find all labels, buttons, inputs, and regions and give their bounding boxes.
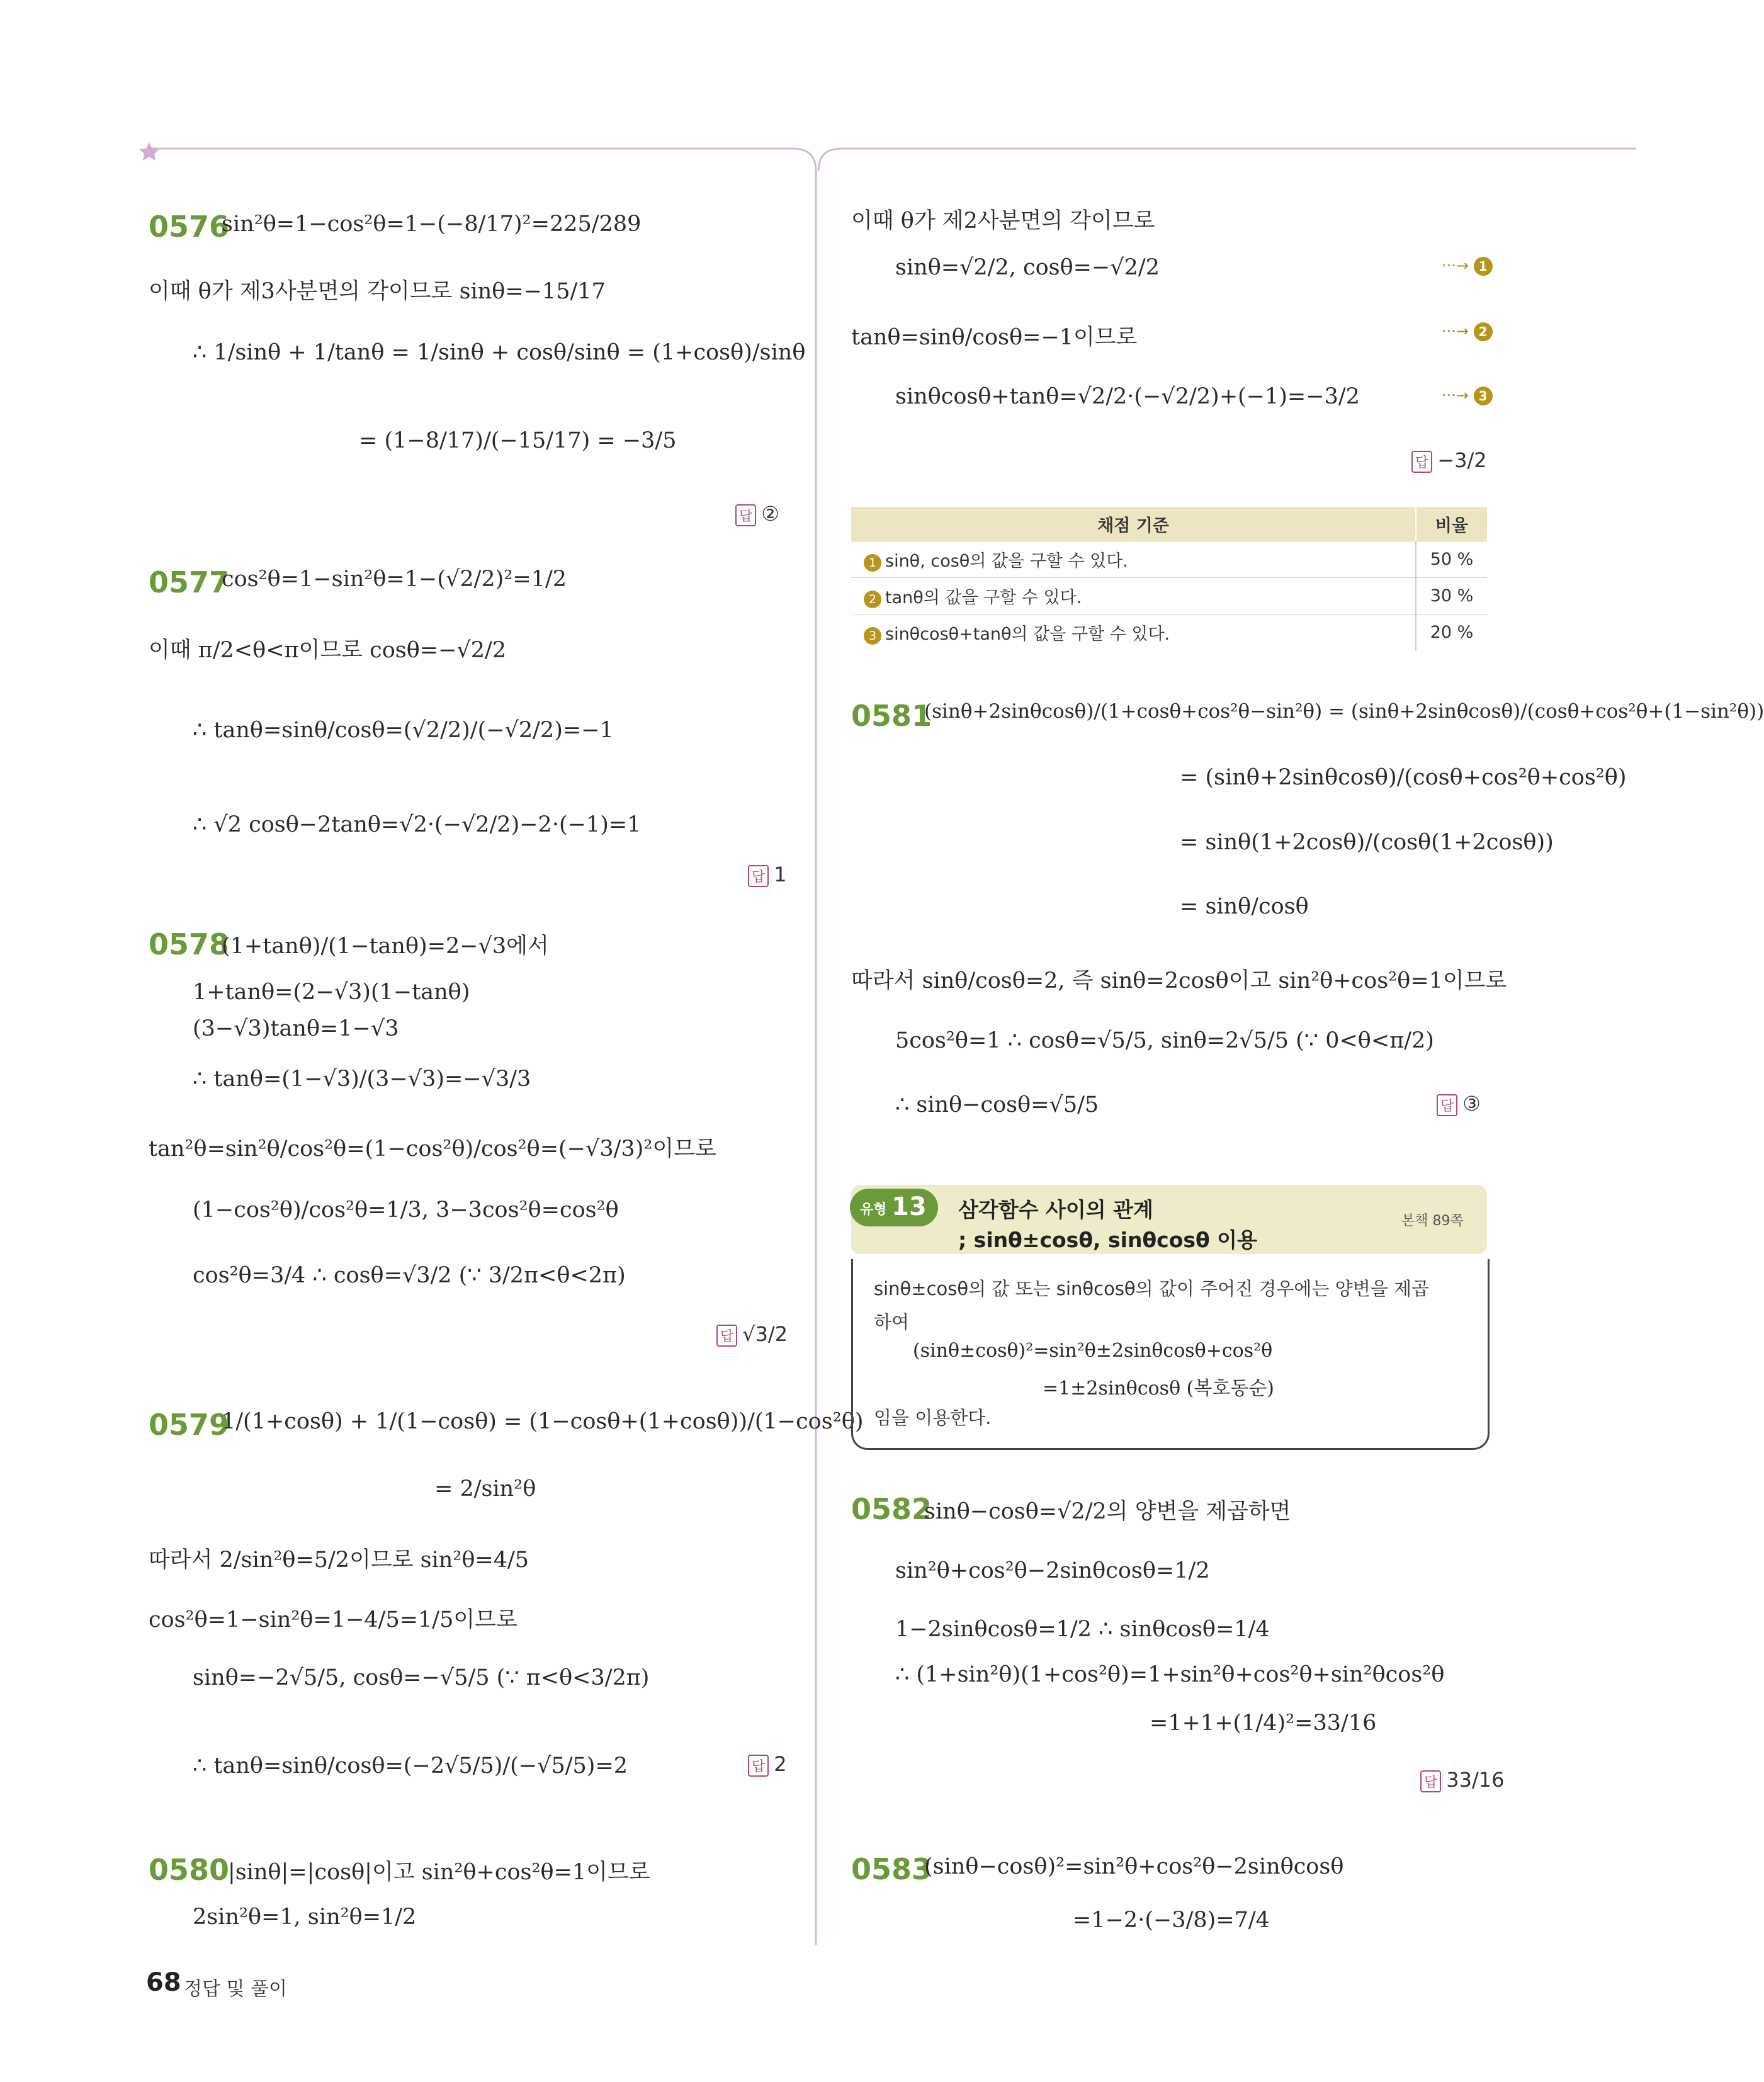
grading-criterion [851,614,1416,651]
p0582-line4: ∴ (1+sin²θ)(1+cos²θ)=1+sin²θ+cos²θ+sin²θcos²θ [895,1662,1445,1687]
note-line3: (sinθ±cosθ)²=sin²θ±2sinθcosθ+cos²θ [913,1340,1273,1362]
answer-value: 1 [774,863,787,886]
p0582-line1: sinθ−cosθ=√2/2의 양변을 제곱하면 [924,1499,1291,1524]
p0582-line3: 1−2sinθcosθ=1/2 ∴ sinθcosθ=1/4 [895,1617,1270,1642]
grading-criterion [851,541,1416,578]
circled-number: 3 [864,627,881,645]
criterion-text: tanθ의 값을 구할 수 있다. [885,588,1082,608]
type-badge [850,1189,938,1226]
grading-criterion [851,578,1416,614]
problem-number-0580: 0580 [149,1853,230,1887]
type-title: 삼각함수 사이의 관계 [958,1197,1153,1222]
p0581-line1: (sinθ+2sinθcosθ)/(1+cosθ+cos²θ−sin²θ) = (sinθ+2sinθcosθ)/(cosθ+cos²θ+(1−sin²θ)) [924,700,1764,723]
page-number: 68 [146,1968,181,1997]
grading-ratio: 20 % [1416,614,1487,651]
criterion-text: sinθ, cosθ의 값을 구할 수 있다. [885,552,1128,571]
table-row [851,614,1487,651]
table-row [851,578,1487,614]
grading-table [851,507,1487,650]
circled-number: 2 [864,591,881,608]
p0579-line1: 1/(1+cosθ) + 1/(1−cosθ) = (1−cosθ+(1+cosθ))/(1−cos²θ) [222,1409,864,1434]
p0580-line2: 2sin²θ=1, sin²θ=1/2 [193,1904,417,1930]
answer-value: 2 [774,1752,787,1776]
problem-number-0576: 0576 [149,210,230,244]
book-label: 정답 및 풀이 [184,1978,287,2000]
p0579-line3: 따라서 2/sin²θ=5/2이므로 sin²θ=4/5 [149,1547,529,1573]
marker-2: ···→ 2 [1442,322,1493,341]
grading-ratio: 30 % [1416,578,1487,614]
p0579-answer: 답 2 [748,1752,787,1777]
p0578-line6: (1−cos²θ)/cos²θ=1/3, 3−3cos²θ=cos²θ [193,1197,619,1223]
p0576-line3: ∴ 1/sinθ + 1/tanθ = 1/sinθ + cosθ/sinθ = (1+cosθ)/sinθ [193,340,806,365]
p0582-answer: 답 33/16 [1420,1768,1504,1792]
p0581-line3: = sinθ(1+2cosθ)/(cosθ(1+2cosθ)) [1180,830,1554,855]
cont-line2: sinθ=√2/2, cosθ=−√2/2 [895,255,1160,280]
marker-2-value: 2 [1474,322,1493,341]
p0583-line2: =1−2·(−3/8)=7/4 [1073,1908,1270,1933]
p0578-answer: 답 √3/2 [716,1322,788,1347]
p0576-line2: 이때 θ가 제3사분면의 각이므로 sinθ=−15/17 [149,279,606,304]
grading-header-criteria: 채점 기준 [851,507,1416,541]
type-subtitle: ; sinθ±cosθ, sinθcosθ 이용 [958,1228,1257,1252]
marker-1-value: 1 [1474,257,1493,276]
circled-number: 1 [864,554,881,572]
p0579-line5: sinθ=−2√5/5, cosθ=−√5/5 (∵ π<θ<3/2π) [193,1665,650,1690]
table-row [851,541,1487,578]
p0581-line6: 5cos²θ=1 ∴ cosθ=√5/5, sinθ=2√5/5 (∵ 0<θ<π/2) [895,1028,1434,1053]
p0580-line1: |sinθ|=|cosθ|이고 sin²θ+cos²θ=1이므로 [228,1860,650,1885]
cont-line1: 이때 θ가 제2사분면의 각이므로 [851,208,1155,234]
p0579-line2: = 2/sin²θ [434,1476,536,1502]
grading-ratio: 50 % [1416,541,1487,578]
marker-3: ···→ 3 [1442,387,1493,405]
p0582-line2: sin²θ+cos²θ−2sinθcosθ=1/2 [895,1558,1210,1583]
p0579-line4: cos²θ=1−sin²θ=1−4/5=1/5이므로 [149,1607,517,1632]
answer-value: ③ [1462,1092,1481,1116]
p0578-line7: cos²θ=3/4 ∴ cosθ=√3/2 (∵ 3/2π<θ<2π) [193,1263,626,1288]
answer-value: √3/2 [742,1322,788,1346]
p0581-line5: 따라서 sinθ/cosθ=2, 즉 sinθ=2cosθ이고 sin²θ+cos²θ=1이므로 [851,968,1507,993]
star-icon [139,142,159,161]
grading-header-ratio: 비율 [1416,507,1487,541]
problem-number-0579: 0579 [149,1408,230,1442]
p0577-line1: cos²θ=1−sin²θ=1−(√2/2)²=1/2 [222,567,567,592]
marker-1: ···→ 1 [1442,257,1493,276]
p0577-line3: ∴ tanθ=sinθ/cosθ=(√2/2)/(−√2/2)=−1 [193,718,614,743]
cont-line4: sinθcosθ+tanθ=√2/2·(−√2/2)+(−1)=−3/2 [895,384,1360,409]
problem-number-0581: 0581 [851,699,932,733]
cont-line3: tanθ=sinθ/cosθ=−1이므로 [851,325,1138,350]
p0581-line4: = sinθ/cosθ [1180,894,1309,919]
answer-value: ② [761,502,779,526]
type-badge-label: 유형 [860,1202,887,1218]
p0576-line4: = (1−8/17)/(−15/17) = −3/5 [359,428,677,453]
p0583-line1: (sinθ−cosθ)²=sin²θ+cos²θ−2sinθcosθ [924,1854,1344,1879]
p0577-line4: ∴ √2 cosθ−2tanθ=√2·(−√2/2)−2·(−1)=1 [193,812,642,837]
criterion-text: sinθcosθ+tanθ의 값을 구할 수 있다. [885,625,1170,644]
problem-number-0578: 0578 [149,927,230,961]
note-line5: 임을 이용한다. [874,1407,992,1429]
note-line1: sinθ±cosθ의 값 또는 sinθcosθ의 값이 주어진 경우에는 양변을 제곱 [874,1278,1429,1299]
p0577-line2: 이때 π/2<θ<π이므로 cosθ=−√2/2 [149,638,507,663]
p0581-line7: ∴ sinθ−cosθ=√5/5 [895,1092,1099,1117]
note-line2: 하여 [874,1311,910,1333]
answer-value: −3/2 [1437,448,1487,472]
answer-value: 33/16 [1446,1768,1505,1792]
marker-3-value: 3 [1474,387,1493,405]
p0582-line5: =1+1+(1/4)²=33/16 [1150,1711,1377,1736]
type-reference: 본책 89쪽 [1401,1213,1464,1229]
note-line4: =1±2sinθcosθ (복호동순) [1043,1378,1275,1400]
p0578-line4: ∴ tanθ=(1−√3)/(3−√3)=−√3/3 [193,1066,531,1092]
p0577-answer: 답 1 [748,863,787,887]
p0581-answer: 답 ③ [1437,1092,1481,1116]
p0576-line1: sin²θ=1−cos²θ=1−(−8/17)²=225/289 [222,212,642,237]
problem-number-0577: 0577 [149,565,230,599]
problem-number-0582: 0582 [851,1492,932,1526]
p0581-line2: = (sinθ+2sinθcosθ)/(cosθ+cos²θ+cos²θ) [1180,765,1627,790]
p0579-line6: ∴ tanθ=sinθ/cosθ=(−2√5/5)/(−√5/5)=2 [193,1753,628,1779]
p0576-answer: 답 ② [735,502,779,526]
p0578-line3: (3−√3)tanθ=1−√3 [193,1016,399,1041]
p0578-line5: tan²θ=sin²θ/cos²θ=(1−cos²θ)/cos²θ=(−√3/3)²이므로 [149,1136,716,1162]
p0578-line2: 1+tanθ=(2−√3)(1−tanθ) [193,980,470,1005]
type-badge-number: 13 [891,1192,927,1221]
p0578-line1: (1+tanθ)/(1−tanθ)=2−√3에서 [222,934,549,959]
problem-number-0583: 0583 [851,1852,932,1886]
cont-answer: 답 −3/2 [1411,448,1487,473]
